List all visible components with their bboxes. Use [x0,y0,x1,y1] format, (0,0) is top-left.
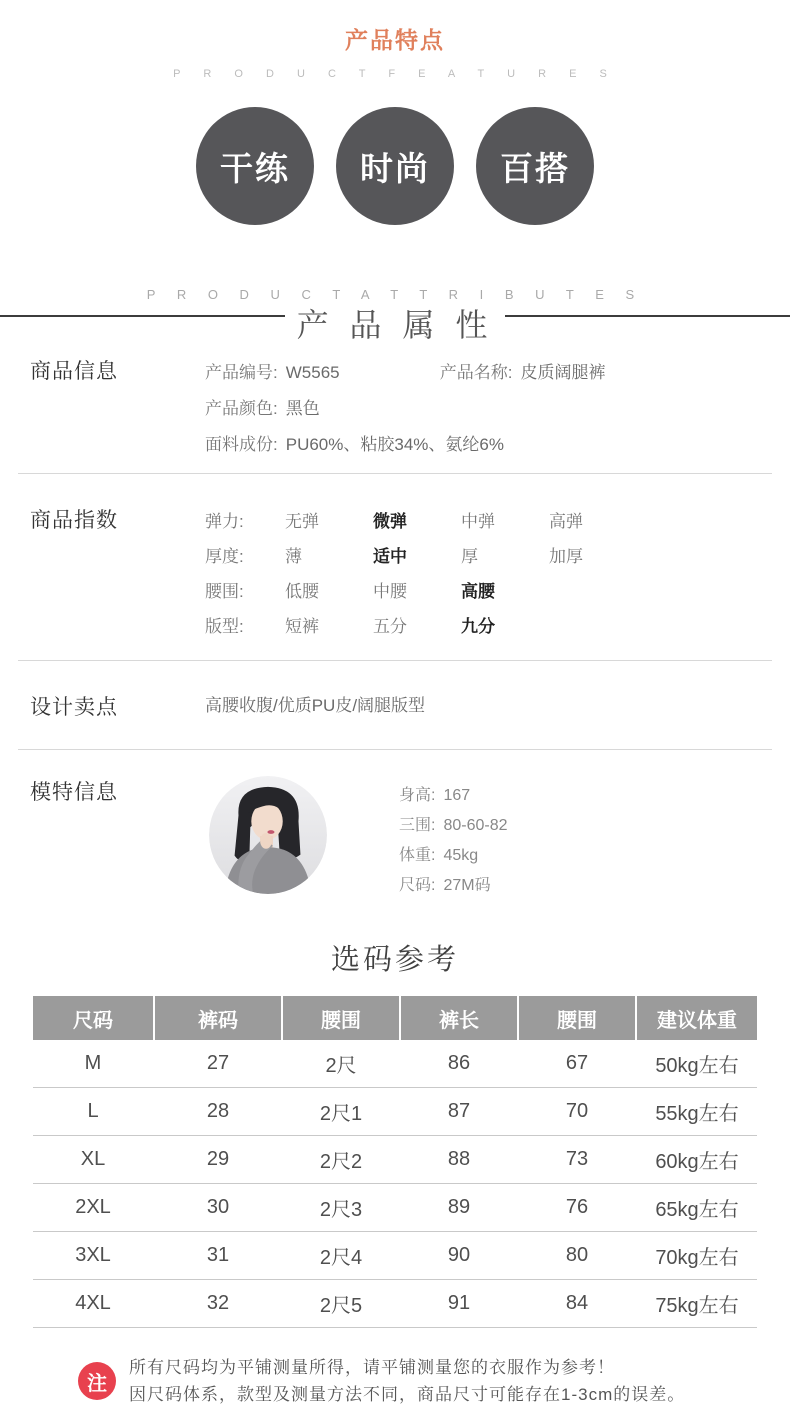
column-header: 裤长 [401,996,517,1040]
section-product-info [0,355,790,463]
field-product-code: 产品编号: W5565 [205,363,340,383]
feature-badge: 百搭 [476,107,594,225]
size-chart-table [33,996,757,1328]
model-avatar-illustration [209,776,327,894]
index-option-selected: 适中 [373,547,407,567]
index-option: 无弹 [285,512,319,532]
field-product-color: 产品颜色: 黑色 [205,399,320,419]
feature-badge: 时尚 [336,107,454,225]
table-row: L 28 2尺1 87 70 55kg左右 [33,1088,757,1136]
section-product-index [0,474,790,644]
features-subtitle: P R O D U C T F E A T U R E S [173,68,617,80]
size-chart-title: 选码参考 [330,944,459,977]
title-rule-right [505,315,790,317]
model-stats [399,776,508,901]
stat-weight: 体重: 45kg [399,847,479,865]
section-model-info [0,750,790,901]
attributes-title-row [0,308,790,343]
info-line [205,391,790,427]
column-header: 建议体重 [637,996,757,1040]
column-header: 腰围 [283,996,399,1040]
features-header [0,0,790,80]
table-row: 2XL 30 2尺3 89 76 65kg左右 [33,1184,757,1232]
size-chart-header-row [33,996,757,1040]
table-row: M 27 2尺 86 67 50kg左右 [33,1040,757,1088]
index-option: 五分 [373,617,407,637]
table-row: XL 29 2尺2 88 73 60kg左右 [33,1136,757,1184]
index-row-elasticity: 弹力: 无弹 微弹 中弹 高弹 [205,504,790,539]
index-option: 加厚 [549,547,583,567]
field-product-name: 产品名称: 皮质阔腿裤 [439,363,606,383]
title-rule-left [0,315,285,317]
info-line [205,427,790,463]
attributes-title: 产 品 属 性 [296,307,494,343]
index-row-cut: 版型: 短裤 五分 九分 [205,609,790,644]
index-option: 中腰 [373,582,407,602]
model-photo [209,776,327,894]
info-line [205,355,790,391]
product-info-label: 商品信息 [30,360,118,384]
column-header: 裤码 [155,996,281,1040]
column-header: 腰围 [519,996,635,1040]
note-line-2: 因尺码体系，款型及测量方法不同，商品尺寸可能存在1-3cm的误差。 [129,1385,686,1405]
index-option: 厚 [461,547,478,567]
index-option: 薄 [285,547,302,567]
index-option: 低腰 [285,582,319,602]
section-design-points [0,661,790,749]
note-text [129,1354,685,1408]
stat-height: 身高: 167 [399,787,471,805]
index-row-thickness: 厚度: 薄 适中 厚 加厚 [205,539,790,574]
stat-measurements: 三围: 80-60-82 [399,817,508,835]
design-points-value: 高腰收腹/优质PU皮/阔腿版型 [205,696,426,716]
index-row-waist: 腰围: 低腰 中腰 高腰 [205,574,790,609]
features-title: 产品特点 [345,27,445,53]
table-row: 4XL 32 2尺5 91 84 75kg左右 [33,1280,757,1328]
note-line-1: 所有尺码均为平铺测量所得，请平铺测量您的衣服作为参考！ [129,1358,615,1378]
index-option-selected: 微弹 [373,512,407,532]
note-badge-icon: 注 [78,1362,116,1400]
feature-badges [0,107,790,225]
column-header: 尺码 [33,996,153,1040]
field-fabric: 面料成份: PU60%、粘胶34%、氨纶6% [205,435,504,455]
attributes-subtitle: P R O D U C T A T T R I B U T E S [146,287,644,302]
table-row: 3XL 31 2尺4 90 80 70kg左右 [33,1232,757,1280]
index-option: 短裤 [285,617,319,637]
index-option-selected: 九分 [461,617,495,637]
measurement-note [78,1354,790,1408]
index-option: 高弹 [549,512,583,532]
index-option: 中弹 [461,512,495,532]
model-info-label: 模特信息 [30,781,118,805]
feature-badge: 干练 [196,107,314,225]
stat-size: 尺码: 27M码 [399,877,491,895]
design-points-label: 设计卖点 [30,696,118,720]
index-option-selected: 高腰 [461,582,495,602]
product-index-label: 商品指数 [30,509,118,533]
